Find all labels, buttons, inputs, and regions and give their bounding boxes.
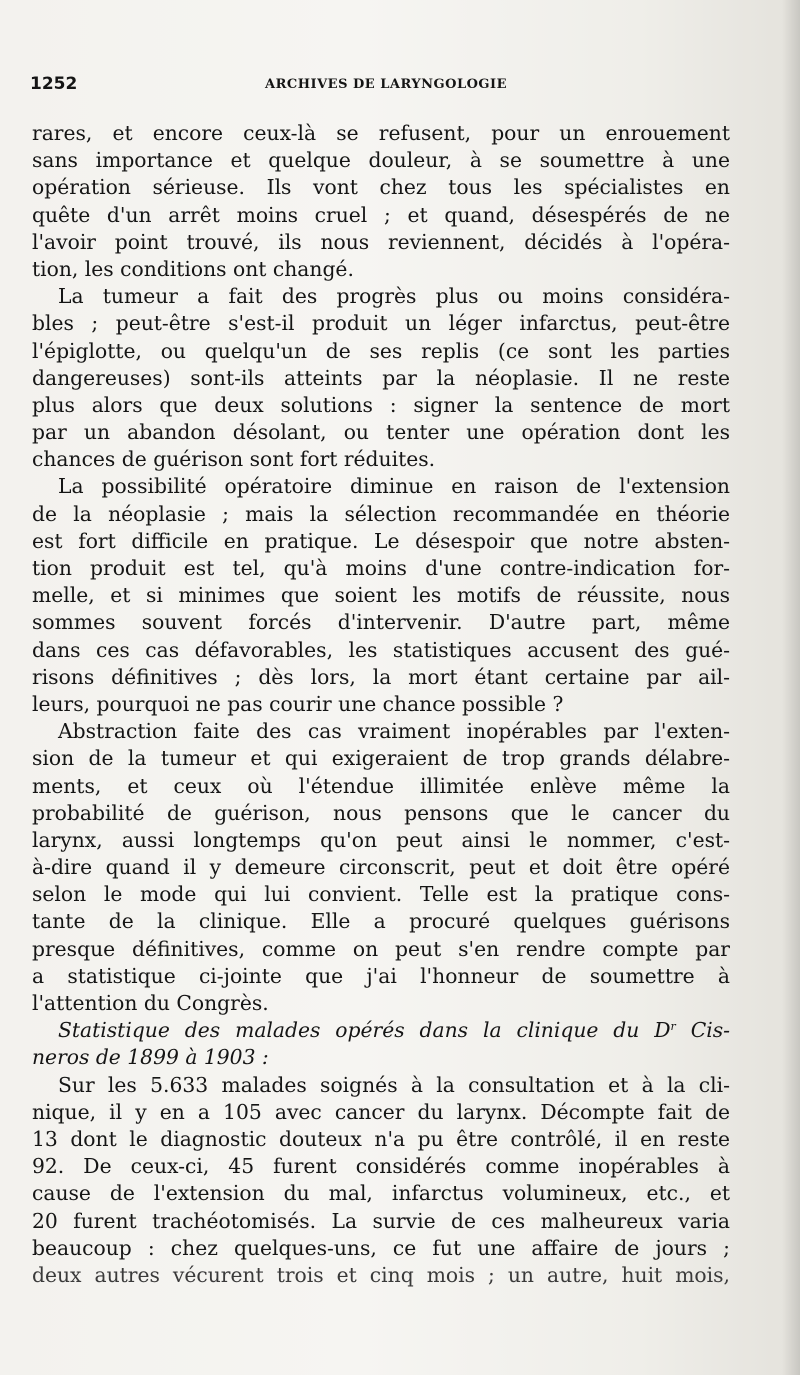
page-header (30, 74, 730, 100)
text-line: par un abandon désolant, ou tenter une opération dont les (32, 420, 730, 445)
text-line: sommes souvent forcés d'intervenir. D'autre part, même (32, 610, 730, 635)
text-line: probabilité de guérison, nous pensons que le cancer du (32, 800, 730, 825)
text-line: presque définitives, comme on peut s'en rendre compte par (32, 936, 730, 961)
statistics-heading-cont: neros de 1899 à 1903 : (32, 1045, 269, 1070)
text-line: tion produit est tel, qu'à moins d'une contre-indication for- (32, 556, 730, 580)
text-line: chances de guérison sont fort réduites. (32, 447, 436, 472)
text-line: à-dire quand il y demeure circonscrit, peut et doit être opéré (32, 855, 730, 880)
running-head: ARCHIVES DE LARYNGOLOGIE (265, 77, 507, 92)
text-line: 13 dont le diagnostic douteux n'a pu être contrôlé, il en reste (32, 1126, 730, 1151)
text-line: dans ces cas défavorables, les statistiques accusent des gué- (32, 637, 730, 662)
paragraph-first-line: La tumeur a fait des progrès plus ou moins considéra- (58, 284, 730, 309)
body-text (32, 120, 730, 1289)
paragraph-first-line: Abstraction faite des cas vraiment inopérables par l'exten- (58, 719, 730, 744)
text-line: tion, les conditions ont changé. (32, 256, 354, 281)
statistics-heading (32, 1017, 730, 1044)
text-line: ments, et ceux où l'étendue illimitée enlève même la (32, 773, 730, 798)
statistics-heading-text: Statistique des malades opérés dans la clinique du D (58, 1018, 671, 1043)
paragraph-first-line: La possibilité opératoire diminue en raison de l'extension (58, 474, 730, 499)
text-line: a statistique ci-jointe que j'ai l'honneur de soumettre à (32, 963, 730, 988)
text-line: l'avoir point trouvé, ils nous reviennent, décidés à l'opéra- (32, 229, 730, 254)
text-line: selon le mode qui lui convient. Telle est la pratique cons- (32, 882, 730, 907)
text-line: de la néoplasie ; mais la sélection recommandée en théorie (32, 501, 730, 526)
text-line: nique, il y en a 105 avec cancer du larynx. Décompte fait de (32, 1099, 730, 1124)
text-line: sans importance et quelque douleur, à se soumettre à une (32, 148, 730, 173)
cis-fragment: Cis- (675, 1018, 730, 1043)
text-line: deux autres vécurent trois et cinq mois ; un autre, huit mois, (32, 1262, 730, 1287)
page-gutter-shadow (782, 0, 800, 1375)
text-line: melle, et si minimes que soient les motifs de réussite, nous (32, 583, 730, 608)
text-line: dangereuses) sont-ils atteints par la néoplasie. Il ne reste (32, 365, 730, 390)
paragraph-first-line: Sur les 5.633 malades soignés à la consultation et à la cli- (58, 1072, 730, 1097)
text-line: est fort difficile en pratique. Le désespoir que notre absten- (32, 528, 730, 553)
text-line: 20 furent trachéotomisés. La survie de ces malheureux varia (32, 1208, 730, 1233)
text-line: opération sérieuse. Ils vont chez tous les spécialistes en (32, 175, 730, 200)
page-number: 1252 (30, 74, 78, 94)
text-line: cause de l'extension du mal, infarctus volumineux, etc., et (32, 1181, 730, 1206)
superscript-r: r (670, 1020, 676, 1034)
text-line: beaucoup : chez quelques-uns, ce fut une affaire de jours ; (32, 1235, 730, 1260)
text-line: l'épiglotte, ou quelqu'un de ses replis (ce sont les parties (32, 338, 730, 363)
text-line: bles ; peut-être s'est-il produit un léger infarctus, peut-être (32, 311, 730, 336)
text-line: plus alors que deux solutions : signer la sentence de mort (32, 392, 730, 417)
text-line: risons définitives ; dès lors, la mort étant certaine par ail- (32, 664, 730, 689)
text-line: leurs, pourquoi ne pas courir une chance possible ? (32, 691, 564, 716)
text-line: quête d'un arrêt moins cruel ; et quand, désespérés de ne (32, 202, 730, 227)
text-line: 92. De ceux-ci, 45 furent considérés comme inopérables à (32, 1154, 730, 1179)
text-line: l'attention du Congrès. (32, 991, 269, 1015)
text-line: tante de la clinique. Elle a procuré quelques guérisons (32, 909, 730, 934)
text-line: sion de la tumeur et qui exigeraient de trop grands délabre- (32, 746, 730, 771)
text-line: larynx, aussi longtemps qu'on peut ainsi le nommer, c'est- (32, 827, 730, 852)
text-line: rares, et encore ceux-là se refusent, pour un enrouement (32, 121, 730, 145)
